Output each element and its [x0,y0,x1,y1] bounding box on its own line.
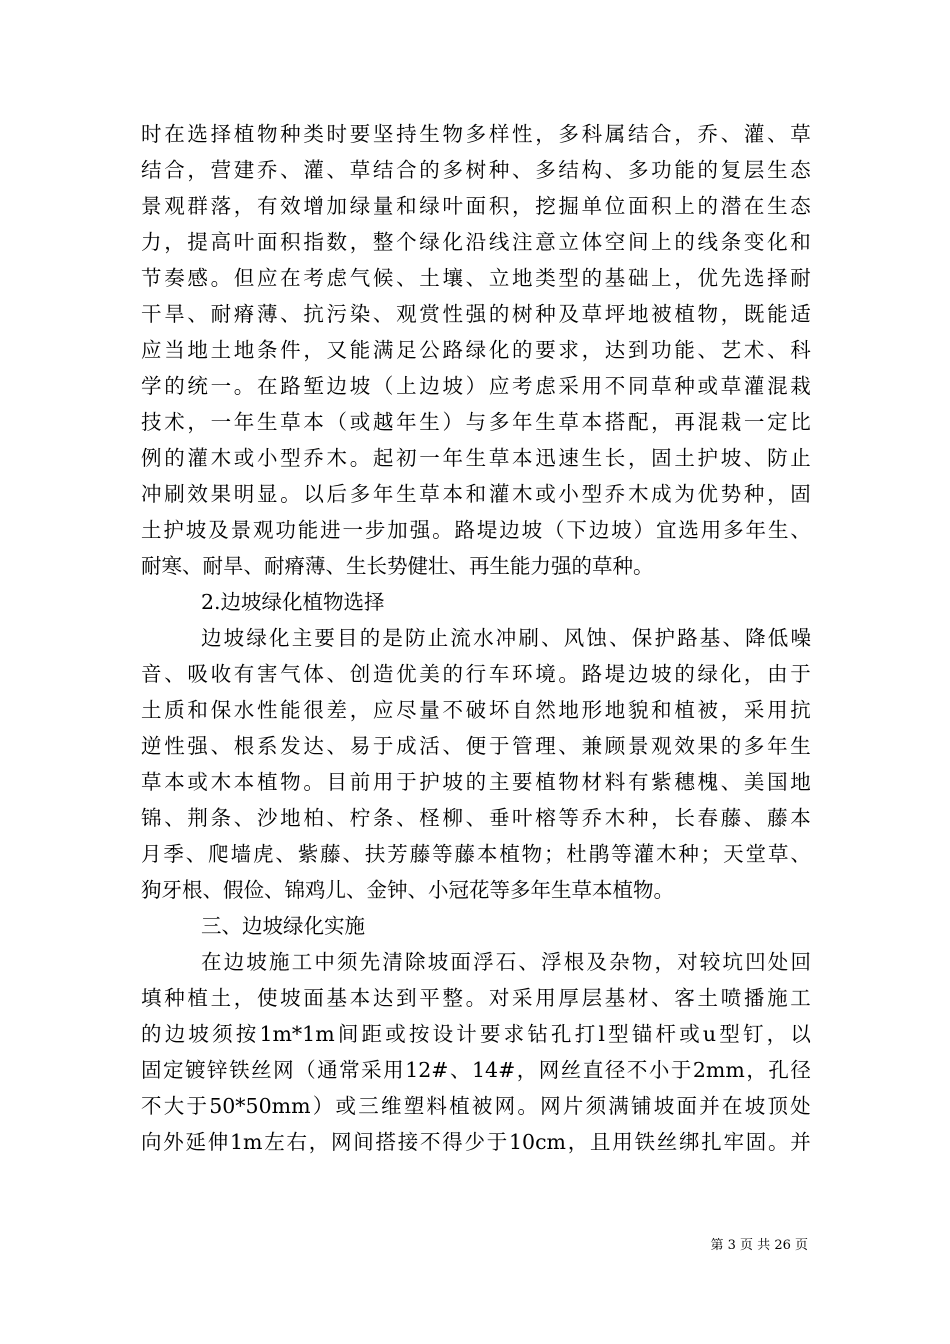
text-line: 在 边 坡 施 工 中 须 先 清 除 坡 面 浮 石 、 浮 根 及 杂 物 ， 对 较 坑 凹 处 回 [201,950,811,974]
text-line: 逆 性 强 、 根 系 发 达 、 易 于 成 活 、 便 于 管 理 、 兼 顾 景 观 效 果 的 多 年 生 [141,734,811,758]
text-line: 草 本 或 木 本 植 物 。 目 前 用 于 护 坡 的 主 要 植 物 材 料 有 紫 穗 槐 、 美 国 地 [141,770,811,794]
text-line: 时 在 选 择 植 物 种 类 时 要 坚 持 生 物 多 样 性 ， 多 科 属 结 合 ， 乔 、 灌 、 草 [141,122,811,146]
page-number-label: 第 3 页 共 26 页 [710,1238,808,1253]
text-line: 景 观 群 落 ， 有 效 增 加 绿 量 和 绿 叶 面 积 ， 挖 掘 单 位 面 积 上 的 潜 在 生 态 [141,194,811,218]
page-footer [0,1237,808,1255]
text-line-content: 2.边坡绿化植物选择 [201,590,385,614]
document-body [141,116,811,1160]
text-line: 填 种 植 土 ， 使 坡 面 基 本 达 到 平 整 。 对 采 用 厚 层 基 材 、 客 土 喷 播 施 工 [141,986,811,1010]
text-line: 土 质 和 保 水 性 能 很 差 ， 应 尽 量 不 破 坏 自 然 地 形 地 貌 和 植 被 ， 采 用 抗 [141,698,811,722]
text-line [141,548,811,584]
text-line: 不 大 于 50*50mm ） 或 三 维 塑 料 植 被 网 。 网 片 须 满 铺 坡 面 并 在 坡 顶 处 [141,1094,811,1118]
text-line [141,908,811,944]
text-line-content: 三、边坡绿化实施 [201,914,365,938]
text-line [141,872,811,908]
text-line-content: 狗牙根、假俭、锦鸡儿、金钟、小冠花等多年生草本植物。 [141,878,674,902]
text-line: 锦 、 荆 条 、 沙 地 柏 、 柠 条 、 柽 柳 、 垂 叶 榕 等 乔 木 种 ， 长 春 藤 、 藤 本 [141,806,811,830]
text-line: 边 坡 绿 化 主 要 目 的 是 防 止 流 水 冲 刷 、 风 蚀 、 保 护 路 基 、 降 低 噪 [201,626,811,650]
text-line: 固 定 镀 锌 铁 丝 网 （ 通 常 采 用 12# 、 14# ， 网 丝 直 径 不 小 于 2mm ， 孔 径 [141,1058,811,1082]
text-line: 节 奏 感 。 但 应 在 考 虑 气 候 、 土 壤 、 立 地 类 型 的 基 础 上 ， 优 先 选 择 耐 [141,266,811,290]
text-line: 干 旱 、 耐 瘠 薄 、 抗 污 染 、 观 赏 性 强 的 树 种 及 草 坪 地 被 植 物 ， 既 能 适 [141,302,811,326]
text-line: 例 的 灌 木 或 小 型 乔 木 。 起 初 一 年 生 草 本 迅 速 生 长 ， 固 土 护 坡 、 防 止 [141,446,811,470]
text-line: 月 季 、 爬 墙 虎 、 紫 藤 、 扶 芳 藤 等 藤 本 植 物 ； 杜 鹃 等 灌 木 种 ； 天 堂 草 、 [141,842,811,866]
text-line: 力 ， 提 高 叶 面 积 指 数 ， 整 个 绿 化 沿 线 注 意 立 体 空 间 上 的 线 条 变 化 和 [141,230,811,254]
text-line: 技 术 ， 一 年 生 草 本 （ 或 越 年 生 ） 与 多 年 生 草 本 搭 配 ， 再 混 栽 一 定 比 [141,410,811,434]
text-line: 向 外 延 伸 1m 左 右 ， 网 间 搭 接 不 得 少 于 10cm ， 且 用 铁 丝 绑 扎 牢 固 。 并 [141,1130,811,1154]
text-line: 土 护 坡 及 景 观 功 能 进 一 步 加 强 。 路 堤 边 坡 （ 下 边 坡 ） 宜 选 用 多 年 生 、 [141,518,811,542]
text-line: 音 、 吸 收 有 害 气 体 、 创 造 优 美 的 行 车 环 境 。 路 堤 边 坡 的 绿 化 ， 由 于 [141,662,811,686]
text-line: 结 合 ， 营 建 乔 、 灌 、 草 结 合 的 多 树 种 、 多 结 构 、 多 功 能 的 复 层 生 态 [141,158,811,182]
text-line: 冲 刷 效 果 明 显 。 以 后 多 年 生 草 本 和 灌 木 或 小 型 乔 木 成 为 优 势 种 ， 固 [141,482,811,506]
text-line: 学 的 统 一 。 在 路 堑 边 坡 （ 上 边 坡 ） 应 考 虑 采 用 不 同 草 种 或 草 灌 混 栽 [141,374,811,398]
text-line: 应 当 地 土 地 条 件 ， 又 能 满 足 公 路 绿 化 的 要 求 ， 达 到 功 能 、 艺 术 、 科 [141,338,811,362]
text-line-content: 耐寒、耐旱、耐瘠薄、生长势健壮、再生能力强的草种。 [141,554,654,578]
text-line: 的 边 坡 须 按 1m*1m 间 距 或 按 设 计 要 求 钻 孔 打 l 型 锚 杆 或 u 型 钉 ， 以 [141,1022,811,1046]
text-line [141,584,811,620]
